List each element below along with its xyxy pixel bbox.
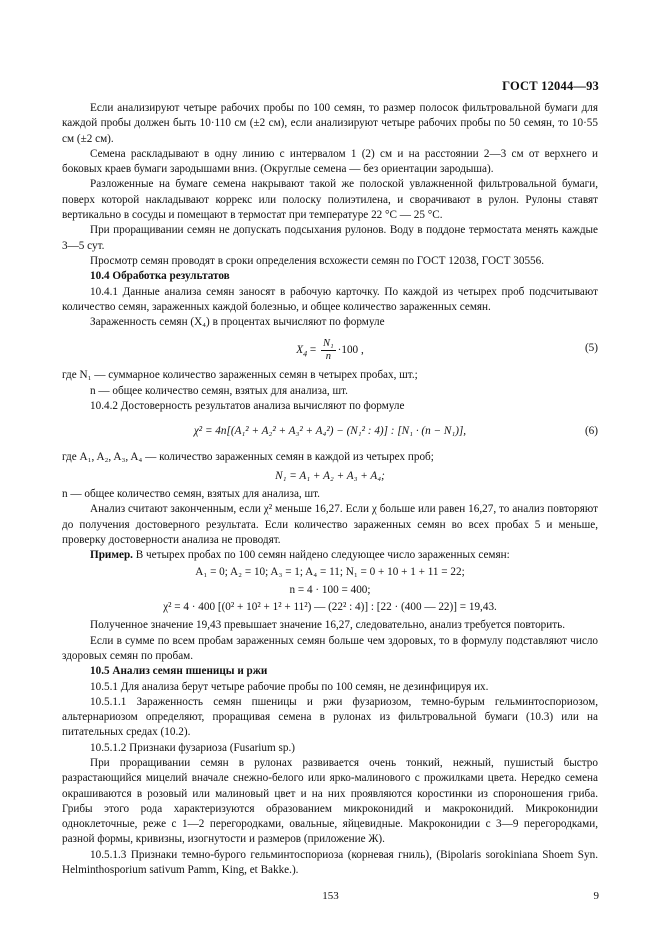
paragraph: 10.4.2 Достоверность результатов анализа вычисляют по формуле xyxy=(90,400,405,413)
paragraph: Семена раскладывают в одну линию с интервалом 1 (2) см и на расстоянии 2—3 см от верхнего и боковых краев бумаги зародышами вниз. (Округлые семена — без ориентации зародыша). xyxy=(62,147,598,176)
paragraph: n — общее количество семян, взятых для анализа, шт. xyxy=(62,487,320,500)
paragraph: Полученное значение 19,43 превышает значение 16,27, следовательно, анализ требуется повторить. xyxy=(90,619,566,632)
paragraph: При проращивании семян не допускать подсыхания рулонов. Воду в поддоне термостата менять каждые 3—5 сут. xyxy=(62,224,598,252)
equation-number: (5) xyxy=(584,342,598,355)
paragraph: Просмотр семян проводят в сроки определения всхожести семян по ГОСТ 12038, ГОСТ 30556. xyxy=(90,254,545,267)
formula-6-text: χ² = 4n[(A₁² + A₂² + A₃² + A₄²) − (N₁² : 4)] : [N₁ · (n − N₁)], xyxy=(193,425,467,438)
equation-number: (6) xyxy=(584,425,598,438)
formula-7: N₁ = A₁ + A₂ + A₃ + A₄; xyxy=(275,469,385,482)
paragraph: 10.5.1 Для анализа берут четыре рабочие пробы по 100 семян, не дезинфицируя их. xyxy=(90,680,489,693)
example-label: Пример. xyxy=(90,549,133,562)
example-line: n = 4 · 100 = 400; xyxy=(289,583,371,596)
document-header: ГОСТ 12044—93 xyxy=(502,79,599,93)
formula-subscript: 4 xyxy=(303,349,308,359)
paragraph: Если в сумме по всем пробам зараженных семян больше чем здоровых, то в формулу подставляют число здоровых семян по пробам. xyxy=(62,634,598,662)
section-heading: 10.5 Анализ семян пшеницы и ржи xyxy=(90,665,268,678)
example-text: В четырех пробах по 100 семян найдено следующее число зараженных семян: xyxy=(132,549,510,562)
paragraph: где A₁, A₂, A₃, A₄ — количество зараженных семян в каждой из четырех проб; xyxy=(62,451,434,464)
page-number: 9 xyxy=(593,890,599,902)
paragraph xyxy=(62,548,598,563)
paragraph: Зараженность семян (X₄) в процентах вычисляют по формуле xyxy=(90,316,385,329)
example-line: A₁ = 0; A₂ = 10; A₃ = 1; A₄ = 11; N₁ = 0 + 10 + 1 + 11 = 22; xyxy=(195,566,465,579)
section-heading: 10.4 Обработка результатов xyxy=(90,270,230,283)
paragraph: 10.5.1.1 Зараженность семян пшеницы и ржи фузариозом, темно-бурым гельминтоспориозом, альтернариозом определяют, проращивая семена в рулонах из фильтровальной бумаги (10.3) или на питательных средах (10.2). xyxy=(62,695,598,739)
formula-equals: = xyxy=(309,344,317,357)
formula-fraction xyxy=(321,338,336,363)
paragraph: Разложенные на бумаге семена накрывают такой же полоской увлажненной фильтровальной бумаги, поверх которой накладывают коррекс или полоску полиэтилена, и сворачивают в рулон. Рулоны ставят вертикально в сосуды и помещают в термостат при температуре 22 °С — 25 °С. xyxy=(62,178,598,222)
example-line: χ² = 4 · 400 [(0² + 10² + 1² + 11²) — (22² : 4)] : [22 · (400 — 22)] = 19,43. xyxy=(163,601,497,614)
paragraph: где N₁ — суммарное количество зараженных семян в четырех пробах, шт.; xyxy=(62,369,418,382)
paragraph: 10.5.1.3 Признаки темно-бурого гельминтоспориоза (корневая гниль), (Bipolaris sorokiniana Shoem Syn. Helminthosporium sativum Pamm, King, et Bakke.). xyxy=(62,848,598,877)
formula-rest: ·100 , xyxy=(337,344,364,357)
paragraph: 10.4.1 Данные анализа семян заносят в рабочую карточку. По каждой из четырех проб подсчитывают количество семян, зараженных каждой болезнью, и общее количество зараженных семян. xyxy=(62,285,598,313)
paragraph: При проращивании семян в рулонах развивается очень тонкий, нежный, пушистый быстро разрастающийся мицелий вначале снежно-белого или ярко-малинового с прожилками цвета. Нередко семена окрашиваются в розовый или малиновый цвет и на них проявляются коростинки из спороношения гриба. Грибы этого рода характеризуются образованием микроконидий и макроконидий. Микроконидии одноклеточные, реже с 1—2 перегородками, овальные, яйцевидные. Макроконидии с 3—9 перегородками, разной формы, кривизны, изогнутости и размеров (приложение Ж). xyxy=(62,756,598,846)
formula-lhs: X xyxy=(296,344,304,357)
paragraph: Анализ считают законченным, если χ² меньше 16,27. Если χ больше или равен 16,27, то анализ повторяют до получения достоверного результата. Если количество зараженных семян во всех пробах 5 и меньше, проверку достоверности анализа не проводят. xyxy=(62,503,598,546)
footer-center-number: 153 xyxy=(322,890,339,902)
paragraph: n — общее количество семян, взятых для анализа, шт. xyxy=(90,384,348,397)
fraction-numerator: N₁ xyxy=(322,338,334,350)
fraction-denominator: n xyxy=(325,351,331,363)
paragraph: 10.5.1.2 Признаки фузариоза (Fusarium sp.) xyxy=(90,741,295,754)
paragraph: Если анализируют четыре рабочих пробы по 100 семян, то размер полосок фильтровальной бумаги для каждой пробы должен быть 10·110 см (±2 см), если анализируют четыре рабочих пробы по 50 семян, то 10·55 см (±2 см). xyxy=(62,102,598,145)
formula-6 xyxy=(62,414,598,450)
formula-5 xyxy=(62,330,598,368)
body-text xyxy=(62,101,598,878)
